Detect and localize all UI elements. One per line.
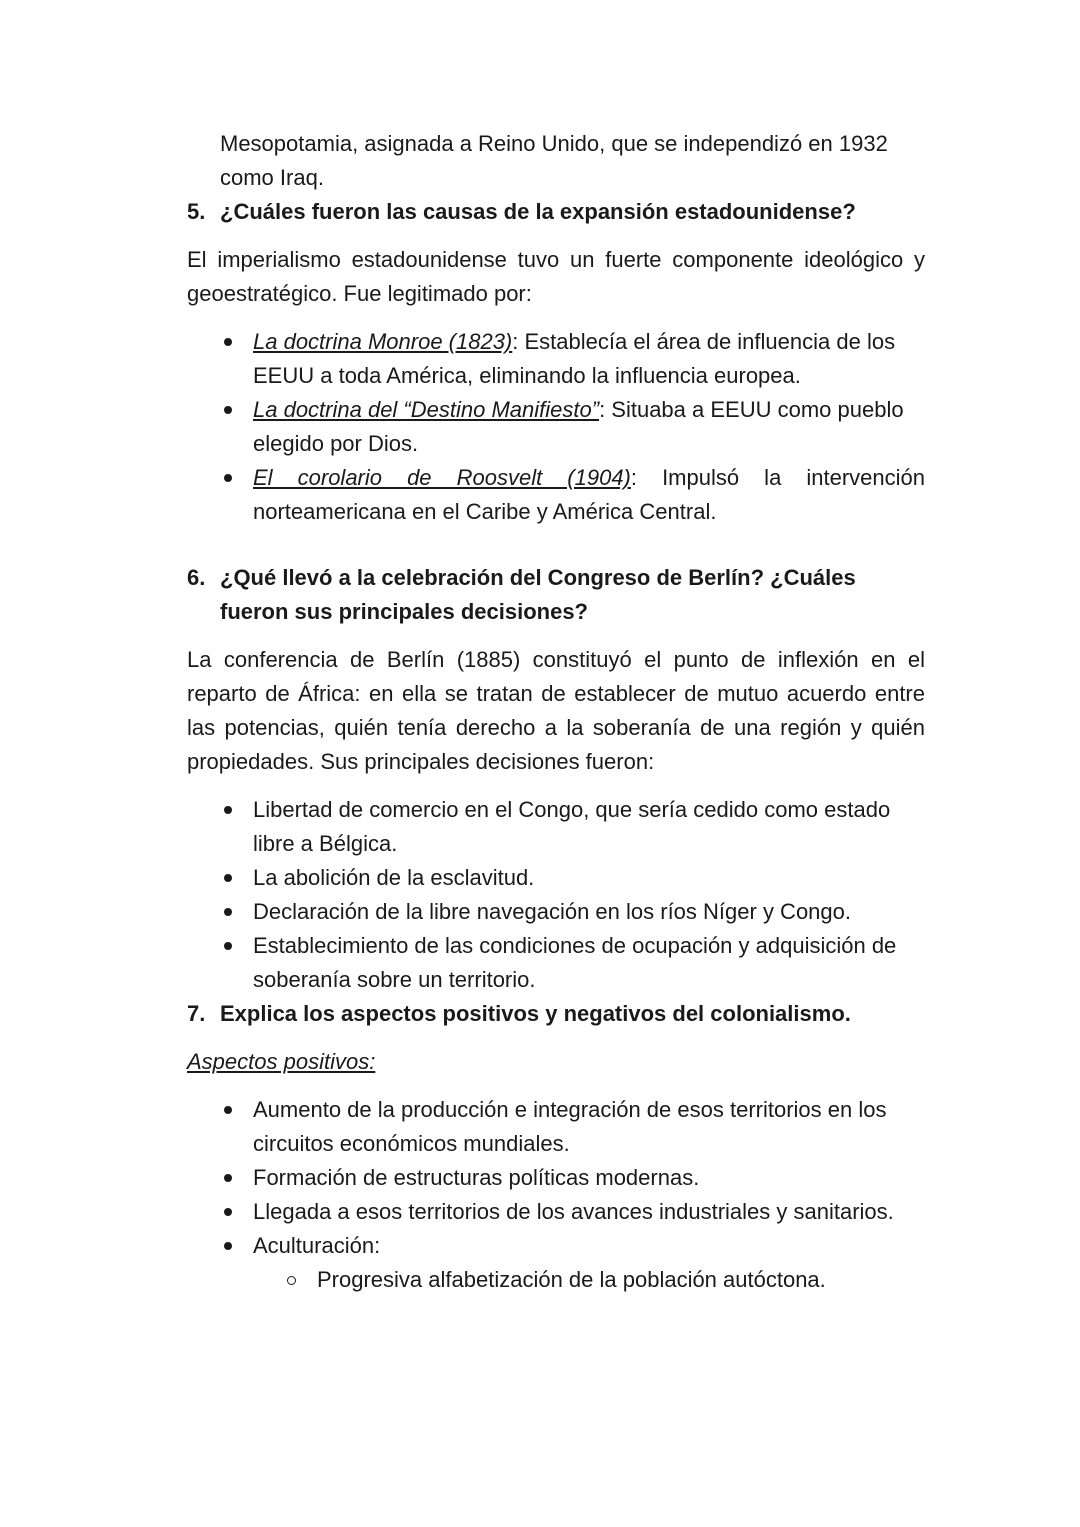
sub-list-item: Progresiva alfabetización de la población autóctona. (285, 1263, 925, 1297)
doctrine-term: El corolario de Roosvelt (1904) (253, 465, 631, 490)
list-item: Establecimiento de las condiciones de ocupación y adquisición de soberanía sobre un territorio. (221, 929, 925, 997)
list-item (221, 461, 925, 529)
question-5-bullet-list (187, 325, 925, 529)
question-6-paragraph: La conferencia de Berlín (1885) constituyó el punto de inflexión en el reparto de África: en ella se tratan de establecer de mutuo acuerdo entre las potencias, quién tenía derecho a la soberanía de una región y quién propiedades. Sus principales decisiones fueron: (187, 647, 925, 774)
question-5-number: 5. (187, 199, 206, 224)
list-item: Formación de estructuras políticas modernas. (221, 1161, 925, 1195)
question-7-bullet-list (187, 1093, 925, 1297)
question-6-heading (187, 561, 925, 629)
bullet-icon (221, 1161, 253, 1195)
list-item: Aumento de la producción e integración de esos territorios en los circuitos económicos mundiales. (221, 1093, 925, 1161)
question-7-number: 7. (187, 1001, 206, 1026)
document-content (187, 127, 925, 1297)
bullet-icon (221, 1093, 253, 1161)
bullet-icon (221, 861, 253, 895)
bullet-icon (221, 1229, 253, 1263)
positive-aspects-subheading: Aspectos positivos: (187, 1049, 376, 1074)
bullet-icon (221, 325, 253, 393)
bullet-icon (221, 793, 253, 861)
question-6-title: ¿Qué llevó a la celebración del Congreso de Berlín? ¿Cuáles fueron sus principales decisiones? (220, 565, 856, 624)
intro-continuation: Mesopotamia, asignada a Reino Unido, que se independizó en 1932 como Iraq. (220, 131, 888, 190)
doctrine-text: : Situaba a EEUU como pueblo elegido por Dios. (253, 397, 904, 456)
question-5-heading (187, 195, 925, 229)
question-6-bullet-list (187, 793, 925, 997)
list-item: La abolición de la esclavitud. (221, 861, 925, 895)
doctrine-term: La doctrina del “Destino Manifiesto” (253, 397, 600, 422)
hollow-bullet-icon (285, 1263, 317, 1297)
question-7-heading (187, 997, 925, 1031)
question-7-title: Explica los aspectos positivos y negativos del colonialismo. (220, 1001, 851, 1026)
doctrine-text: : Establecía el área de influencia de los EEUU a toda América, eliminando la influencia europea. (253, 329, 896, 388)
question-5-title: ¿Cuáles fueron las causas de la expansión estadounidense? (220, 199, 856, 224)
question-6-number: 6. (187, 565, 206, 590)
bullet-icon (221, 1195, 253, 1229)
list-item (221, 393, 925, 461)
question-5-paragraph: El imperialismo estadounidense tuvo un fuerte componente ideológico y geoestratégico. Fue legitimado por: (187, 247, 925, 306)
doctrine-text: : Impulsó la intervención norteamericana en el Caribe y América Central. (253, 465, 926, 524)
bullet-icon (221, 929, 253, 997)
list-item: Llegada a esos territorios de los avances industriales y sanitarios. (221, 1195, 925, 1229)
bullet-icon (221, 393, 253, 461)
list-item: Aculturación: (221, 1229, 925, 1263)
bullet-icon (221, 895, 253, 929)
list-item: Libertad de comercio en el Congo, que sería cedido como estado libre a Bélgica. (221, 793, 925, 861)
bullet-icon (221, 461, 253, 529)
list-item: Declaración de la libre navegación en los ríos Níger y Congo. (221, 895, 925, 929)
list-item (221, 325, 925, 393)
doctrine-term: La doctrina Monroe (1823) (253, 329, 513, 354)
